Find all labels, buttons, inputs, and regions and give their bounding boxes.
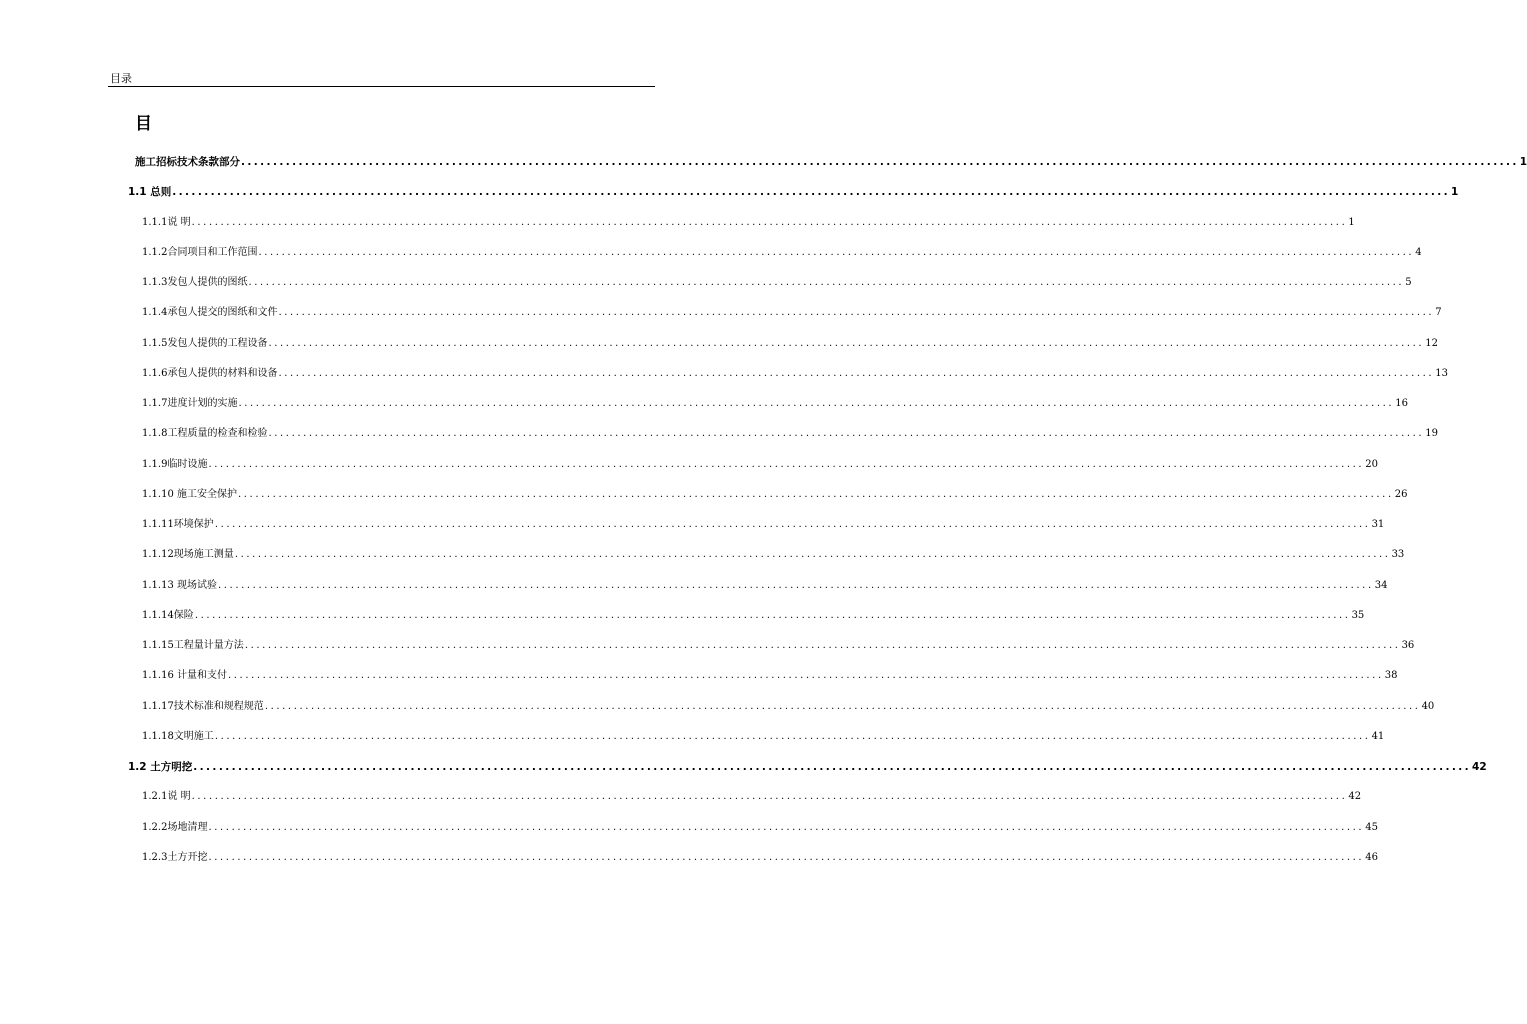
toc-entry[interactable] — [142, 638, 1415, 654]
toc-leader-dots: ........................................................................................................................................................................................................ — [248, 277, 1405, 288]
toc-entry-label: 1.2.3土方开挖 — [142, 851, 208, 863]
toc-entry[interactable] — [142, 668, 1398, 684]
toc-entry-page-number: 19 — [1425, 428, 1438, 440]
toc-entry[interactable] — [142, 699, 1435, 715]
toc-leader-dots: ........................................................................................................................................................................................................ — [172, 186, 1451, 199]
toc-leader-dots: ........................................................................................................................................................................................................ — [191, 216, 1348, 228]
toc-leader-dots: ........................................................................................................................................................................................................ — [238, 488, 1394, 500]
toc-entry-page-number: 16 — [1395, 398, 1408, 409]
toc-entry-page-number: 38 — [1384, 670, 1398, 682]
toc-heading: 目 — [135, 114, 152, 134]
toc-entry-page-number: 1 — [1451, 186, 1459, 199]
toc-entry[interactable] — [142, 547, 1405, 563]
toc-leader-dots: ........................................................................................................................................................................................................ — [268, 428, 1425, 440]
toc-entry[interactable] — [142, 305, 1442, 321]
toc-leader-dots: ........................................................................................................................................................................................................ — [278, 367, 1435, 379]
toc-entry-label: 1.1.13 现场试验 — [142, 579, 217, 591]
toc-entry-page-number: 4 — [1415, 246, 1422, 258]
toc-entry-page-number: 12 — [1425, 337, 1438, 349]
toc-entry[interactable] — [142, 487, 1408, 503]
toc-entry[interactable] — [128, 759, 1487, 775]
toc-entry-label: 1.1.12现场施工测量 — [142, 549, 234, 561]
toc-entry-label: 1.1.6承包人提供的材料和设备 — [142, 367, 278, 379]
toc-entry-label: 1.1 总则 — [128, 186, 172, 199]
toc-leader-dots: ........................................................................................................................................................................................................ — [241, 156, 1519, 168]
toc-leader-dots: ........................................................................................................................................................................................................ — [214, 519, 1371, 530]
toc-leader-dots: ........................................................................................................................................................................................................ — [268, 337, 1425, 349]
toc-leader-dots: ........................................................................................................................................................................................................ — [228, 670, 1384, 682]
toc-entry-page-number: 20 — [1365, 458, 1378, 470]
toc-entry-page-number: 1 — [1519, 156, 1527, 168]
toc-leader-dots: ........................................................................................................................................................................................................ — [214, 730, 1371, 742]
toc-leader-dots: ........................................................................................................................................................................................................ — [258, 246, 1415, 258]
toc-entry-label: 1.1.11环境保护 — [142, 519, 214, 530]
toc-entry-label: 1.1.14保险 — [142, 609, 194, 621]
toc-leader-dots: ........................................................................................................................................................................................................ — [193, 761, 1472, 773]
toc-entry-label: 施工招标技术条款部分 — [135, 156, 240, 168]
toc-entry-page-number: 46 — [1365, 851, 1378, 863]
toc-entry-page-number: 34 — [1374, 579, 1388, 591]
toc-entry-page-number: 13 — [1435, 367, 1448, 379]
toc-entry[interactable] — [142, 245, 1422, 261]
toc-entry-label: 1.2.2场地清理 — [142, 821, 208, 833]
toc-entry[interactable] — [142, 396, 1408, 412]
toc-entry[interactable] — [142, 850, 1378, 866]
toc-entry-page-number: 41 — [1371, 730, 1385, 742]
header-title: 目录 — [110, 72, 132, 85]
toc-entry-page-number: 45 — [1365, 821, 1378, 833]
toc-entry-label: 1.1.10 施工安全保护 — [142, 488, 237, 500]
toc-entry-label: 1.1.17技术标准和规程规范 — [142, 700, 264, 712]
toc-entry-page-number: 42 — [1348, 791, 1362, 803]
toc-entry[interactable] — [142, 608, 1365, 624]
toc-entry-page-number: 36 — [1401, 640, 1415, 651]
page-header — [108, 72, 655, 87]
toc-entry-page-number: 42 — [1472, 761, 1487, 773]
toc-entry[interactable] — [142, 336, 1438, 352]
toc-entry-label: 1.1.15工程量计量方法 — [142, 640, 244, 651]
toc-entry[interactable] — [142, 275, 1412, 291]
toc-entry[interactable] — [142, 789, 1362, 805]
toc-entry[interactable] — [142, 215, 1355, 231]
toc-entry-label: 1.1.18文明施工 — [142, 730, 214, 742]
toc-entry[interactable] — [142, 457, 1378, 473]
toc-entry-label: 1.1.3发包人提供的图纸 — [142, 277, 248, 288]
toc-entry-page-number: 7 — [1435, 307, 1442, 319]
toc-entry[interactable] — [128, 184, 1459, 200]
toc-leader-dots: ........................................................................................................................................................................................................ — [208, 458, 1365, 470]
toc-leader-dots: ........................................................................................................................................................................................................ — [264, 700, 1421, 712]
toc-entry-page-number: 1 — [1348, 216, 1355, 228]
toc-entry[interactable] — [142, 729, 1385, 745]
toc-entry-label: 1.2 土方明挖 — [128, 761, 193, 773]
toc-entry[interactable] — [142, 366, 1448, 382]
toc-entry-label: 1.1.4承包人提交的图纸和文件 — [142, 307, 278, 319]
toc-leader-dots: ........................................................................................................................................................................................................ — [234, 549, 1391, 561]
toc-entry[interactable] — [135, 154, 1527, 170]
toc-entry-page-number: 5 — [1405, 277, 1412, 288]
toc-entry[interactable] — [142, 578, 1388, 594]
toc-leader-dots: ........................................................................................................................................................................................................ — [191, 791, 1348, 803]
toc-entry[interactable] — [142, 820, 1378, 836]
toc-entry-label: 1.1.9临时设施 — [142, 458, 208, 470]
toc-entry-label: 1.1.8工程质量的检查和检验 — [142, 428, 268, 440]
toc-entry-page-number: 31 — [1371, 519, 1385, 530]
toc-leader-dots: ........................................................................................................................................................................................................ — [244, 640, 1401, 651]
toc-entry[interactable] — [142, 517, 1385, 533]
toc-leader-dots: ........................................................................................................................................................................................................ — [208, 821, 1365, 833]
toc-leader-dots: ........................................................................................................................................................................................................ — [238, 398, 1395, 409]
toc-entry-label: 1.1.7进度计划的实施 — [142, 398, 238, 409]
toc-entry-label: 1.1.2合同项目和工作范围 — [142, 246, 258, 258]
toc-entry-page-number: 40 — [1421, 700, 1435, 712]
toc-entry-label: 1.1.16 计量和支付 — [142, 670, 227, 682]
toc-entry-label: 1.1.5发包人提供的工程设备 — [142, 337, 268, 349]
toc-entry-label: 1.1.1说 明 — [142, 216, 191, 228]
toc-entry-label: 1.2.1说 明 — [142, 791, 191, 803]
toc-entry-page-number: 33 — [1391, 549, 1405, 561]
toc-entry-page-number: 26 — [1394, 488, 1408, 500]
toc-leader-dots: ........................................................................................................................................................................................................ — [194, 609, 1351, 621]
toc-leader-dots: ........................................................................................................................................................................................................ — [208, 851, 1365, 863]
toc-entry-page-number: 35 — [1351, 609, 1365, 621]
toc-entry[interactable] — [142, 426, 1438, 442]
toc-leader-dots: ........................................................................................................................................................................................................ — [278, 307, 1435, 319]
toc-leader-dots: ........................................................................................................................................................................................................ — [218, 579, 1374, 591]
